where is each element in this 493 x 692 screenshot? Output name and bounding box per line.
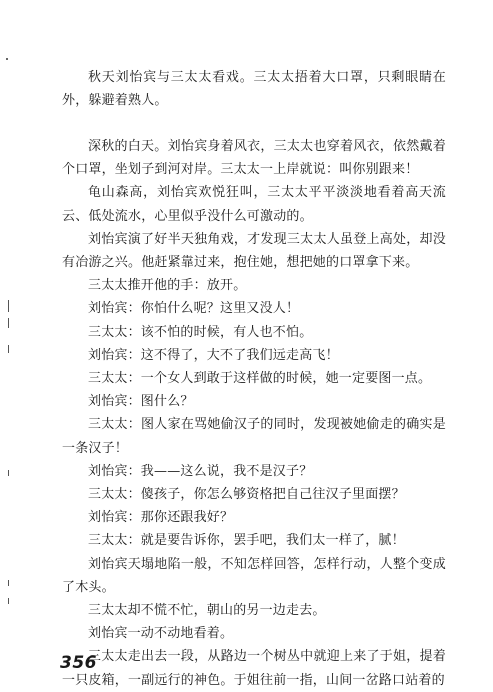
scan-edge-mark	[8, 580, 9, 586]
paragraph: 深秋的白天。刘怡宾身着风衣，三太太也穿着风衣，依然戴着个口罩，坐划子到河对岸。三太太一上岸就说：叫你别跟来！	[62, 139, 446, 178]
paragraph: 三太太：图人家在骂她偷汉子的同时，发现被她偷走的确实是一条汉子！	[62, 417, 446, 456]
paragraph: 刘怡宾：这不得了，大不了我们远走高飞！	[88, 347, 339, 363]
body-text-block	[62, 135, 446, 692]
paragraph: 刘怡宾：图什么？	[88, 394, 194, 410]
scan-edge-mark	[8, 470, 9, 476]
paragraph: 龟山森高，刘怡宾欢悦狂叫，三太太平平淡淡地看着高天流云、低处流水，心里似乎没什么可激动的。	[62, 185, 446, 224]
scan-edge-mark	[8, 598, 9, 604]
paragraph: 三太太：一个女人到敢于这样做的时候，她一定要图一点。	[88, 371, 432, 387]
scan-speck	[6, 58, 8, 60]
scene-heading-block	[62, 66, 446, 112]
scan-edge-mark	[8, 345, 9, 353]
paragraph: 刘怡宾：你怕什么呢？这里又没人！	[88, 301, 300, 317]
paragraph: 三太太：就是要告诉你，罢手吧，我们太一样了，腻！	[88, 533, 405, 549]
paragraph: 三太太：傻孩子，你怎么够资格把自己往汉子里面摆？	[88, 487, 405, 503]
paragraph: 秋天刘怡宾与三太太看戏。三太太捂着大口罩，只剩眼睛在外，躲避着熟人。	[62, 70, 446, 109]
paragraph: 刘怡宾：那你还跟我好？	[88, 510, 234, 526]
paragraph: 刘怡宾天塌地陷一般，不知怎样回答，怎样行动，人整个变成了木头。	[62, 556, 446, 595]
paragraph: 三太太推开他的手：放开。	[88, 278, 247, 294]
page-number: 356	[60, 653, 97, 673]
scan-edge-mark	[8, 318, 9, 328]
paragraph: 刘怡宾演了好半天独角戏，才发现三太太人虽登上高处，却没有冶游之兴。他赶紧靠过来，抱住她，想把她的口罩拿下来。	[62, 231, 446, 271]
paragraph: 刘怡宾一动不动地看着。	[88, 626, 234, 642]
paragraph: 三太太：该不怕的时候，有人也不怕。	[88, 324, 313, 340]
paragraph: 三太太却不慌不忙，朝山的另一边走去。	[88, 603, 326, 619]
scan-edge-mark	[8, 300, 9, 312]
paragraph: 三太太走出去一段，从路边一个树丛中就迎上来了于姐，提着一只皮箱，一副远行的神色。于姐往前一指，山间一岔路口站着的	[62, 649, 446, 688]
paragraph: 刘怡宾：我——这么说，我不是汉子？	[88, 463, 313, 479]
